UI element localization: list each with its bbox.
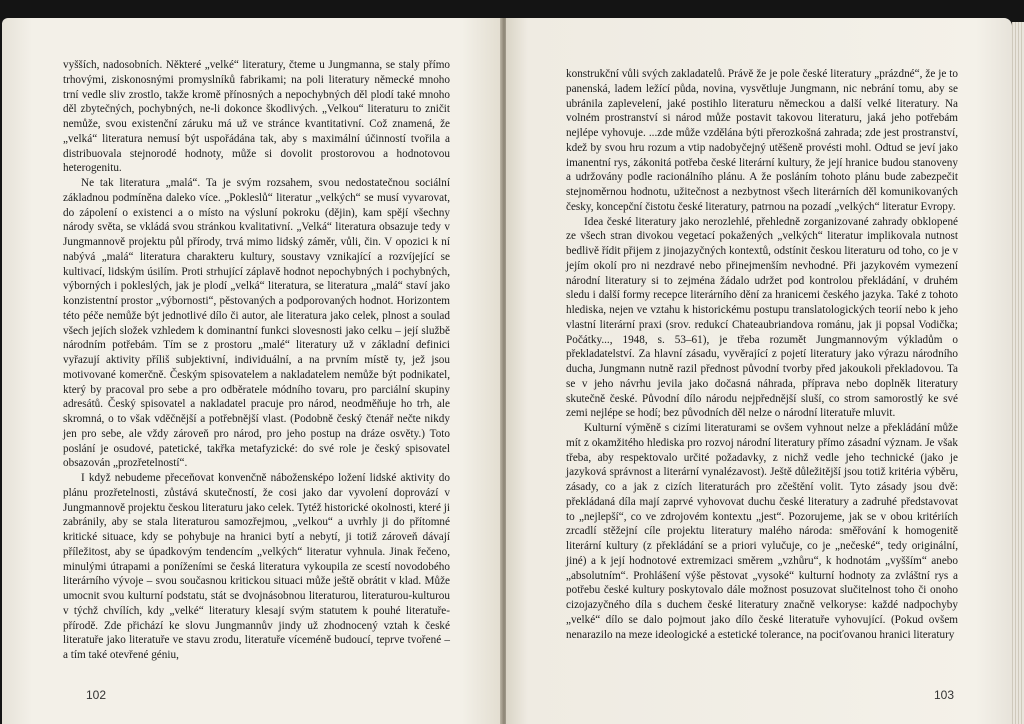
right-paragraph-1: konstrukční vůli svých zakladatelů. Právě že je pole české literatury „prázdné“, že je to panenská, ladem ležící půda, novina, vysvětluje Jungmann, nic nebrání tomu, aby se ubránila zaplevelení, jaké postihlo literaturu německou a další velké literatury. Na volném prostranství si národ může postavit takovou literaturu, jaká jeho potřebám nejlépe vyhovuje. ...zde může vzdělána býti přerozkošná zahrada; zde jest prostranství, kdež by svou hru rozum a vtip nadobyčejný utěšeně provésti mohl. Odtud se jeví jako imanentní rys, zákonitá potřeba české literární kultury, že její hranice budou stanoveny a udržovány podle racionálního plánu. A že posláním tohoto plánu bude zabezpečit stejnoměrnou hodnotu, užitečnost a nezbytnost všech literárních děl komunikovaných česky, koncepční čistotu české literatury, patrnou na pozadí „velkých“ literatur Evropy. (566, 68, 958, 213)
left-page (2, 18, 502, 724)
left-paragraph-2: Ne tak literatura „malá“. Ta je svým rozsahem, svou nedostatečnou sociální základnou podmíněna daleko více. „Pokleslů“ literatur „velkých“ se musí vyvarovat, do zápolení o existenci a o místo na výsluní pokroku (dějin), kam spějí všechny národy světa, se vkládá svou stránkou kvalitativní. „Velká“ literatura obsazuje tedy v Jungmannově projektu půl přírody, trvá mimo lidský záměr, vůli, čin. V opozici k ní nabývá „malá“ literatura charakteru kultury, soustavy vznikající a rozvíjející se kultivací, lidským úsilím. Proti strhující záplavě hodnot nepochybných i pochybných, výborných i pokleslých, jak je plodí „velká“ literatura, se literatura „malá“ staví jako konzistentní prostor „výbornosti“, pěstovaných a podporovaných hodnot. Horizontem této péče nemůže být jednotlivé dílo či autor, ale literatura jako celek, plnost a soulad všech jejích složek vzhledem k dominantní funkci slovesnosti jako celku – její službě národním potřebám. Tím se z prostoru „malé“ literatury už v základní definici vyřazují aktivity příliš subjektivní, individuální, a na prvním místě ty, jež jsou motivované komerčně. Českým spisovatelem a nakladatelem nemůže být podnikatel, který by pracoval pro sebe a pro odběratele módního tovaru, pro parciální skupiny adresátů. Český spisovatel a nakladatel pracuje pro národ, neodměňuje ho trh, ale skromná, o to však vděčnější a potřebnější vlast. (Podobně český čtenář nečte nikdy jen pro sebe, ale vždy zároveň pro národ, pro jeho postup na dráze osvěty.) Toto poslání je osudové, patetické, takřka metafyzické: do své role je český spisovatel obsazován „prozřetelností“. (63, 177, 450, 470)
left-page-number: 102 (86, 688, 107, 702)
right-page (506, 18, 1012, 724)
left-paragraph-3: I když nebudeme přeceňovat konvenčně nábožensképo ložení lidské aktivity do plánu prozřetelnosti, zůstává skutečností, že cosi jako dar vyvolení doprovází v Jungmannově projektu českou literaturu jako celek. Tytéž historické okolnosti, které ji zabránily, aby se stala literaturou samozřejmou, „velkou“ a uvrhly ji do přítomné kritické situace, kdy se pohybuje na hranici bytí a nebytí, ji totiž zároveň dávají příležitost, aby se úpadkovým tendencím „velkých“ literatur vyhnula. Jinak řečeno, minulými útrapami a poníženími se česká literatura vykoupila ze scestí novodobého literárního vývoje – svou současnou kritickou situaci může ještě obrátit v klad. Může umocnit svou kulturní podstatu, stát se dvojnásobnou literaturou, literaturou-kulturou v týchž chvílích, kdy „velké“ literatury klesají svým statutem k pouhé literatuře-přírodě. Zde přichází ke slovu Jungmannův jindy už zhodnocený vztah k české literatuře jako literatuře ve stavu zrodu, literatuře víceméně budoucí, teprve tvořené – a tím také otevřené géniu, (63, 472, 450, 661)
page-edges (1012, 22, 1024, 724)
right-page-number: 103 (933, 688, 954, 702)
left-page-text (63, 58, 450, 663)
right-page-text (566, 67, 958, 642)
right-paragraph-3: Kulturní výměně s cizími literaturami se ovšem vyhnout nelze a překládání může mít z okamžitého hlediska pro rozvoj národní literatury přímo zásadní význam. Je však třeba, aby respektovalo určité požadavky, z nichž vedle jeho technické (jako je jazyková správnost a literární vynalézavost). Ještě důležitější jsou totiž kritéria výběru, zásady, co a jak z cizích literaturách pro zčeštění volit. Tyto zásady jsou dvě: překládaná díla mají zaprvé vyhovovat duchu české literatury a zadruhé představovat to „nejlepší“, co ve zdrojovém kontextu „jest“. Pozorujeme, jak se v obou kritériích zrcadlí stěžejní cíle projektu literatury malého národa: směřování k homogenitě literární kultury (z překládání se a priori vylučuje, co je „nečeské“, tedy originální, jiné) a k její hodnotové extremizaci směrem „vzhůru“, k hodnotám „vyšším“ anebo „absolutním“. Prohlášení výše pěstovat „vysoké“ kulturní hodnoty za zvláštní rys a potřebu české kultury poskytovalo dále možnost posuzovat slučitelnost toho či onoho cizojazyčného díla s duchem české literatury značně velkoryse: každé nadpochyby „velké“ dílo se dalo pojmout jako dílo české literatuře vyhovující. (Pokud ovšem nenarazilo na meze ideologické a estetické tolerance, na pociťovanou hranici literatury (566, 422, 958, 641)
right-paragraph-2: Idea české literatury jako nerozlehlé, přehledně zorganizované zahrady obklopené ze všech stran divokou vegetací pokažených „velkých“ literatur implikovala nutnost bedlivě řídit přijem z jinojazyčných kontextů, odstínit českou literaturu od toho, co je v jejím okolí pro ni nezdravé nebo přinejmenším nevhodné. Při jazykovém vymezení národní literatury si to zejména žádalo udržet pod kontrolou překládání, v druhém sledu i další formy recepce literárního dění za hranicemi českého jazyka. Také z tohoto hlediska, nejen ve vztahu k historickému postupu translatologických teorií nebo k jeho vlastní literární praxi (srov. redukcí Chateaubriandova románu, jak ji popsal Vodička; Počátky..., 1948, s. 53–61), je třeba rozumět Jungmannovým výkladům o překladatelství. Za hlavní zásadu, vyvěrající z pojetí literatury jako výrazu národního ducha, Jungmann nutně razil přednost původní tvorby před jakoukoli překladovou. Ta se v jeho návrhu jevila jako dočasná náhrada, příprava nebo doplněk literatury skutečně české. Původní dílo národu nejpřednější sluší, co strom samorostlý ke své zemi nejlépe se hodí; bez původních děl nelze o národní literatuře mluvit. (566, 215, 958, 420)
left-paragraph-1: vyšších, nadosobních. Některé „velké“ literatury, čteme u Jungmanna, se staly přímo trhovými, ziskonosnými promyslníků fabrikami; na poli literatury německé mnoho trní vedle sliv zrostlo, takže kromě přínosných a nepochybných děl plodí také mnoho děl zbytečných, pochybných, ne-li dokonce škodlivých. „Velkou“ literaturu to zničit nemůže, svou existenční záruku má už ve stránce kvantitativní. Což znamená, že „velká“ literatura nemusí být uspořádána tak, aby s maximální účinností tvořila a distribuovala stejnorodé hodnoty, může si dovolit prostorovou a hodnotovou heterogenitu. (63, 59, 450, 175)
